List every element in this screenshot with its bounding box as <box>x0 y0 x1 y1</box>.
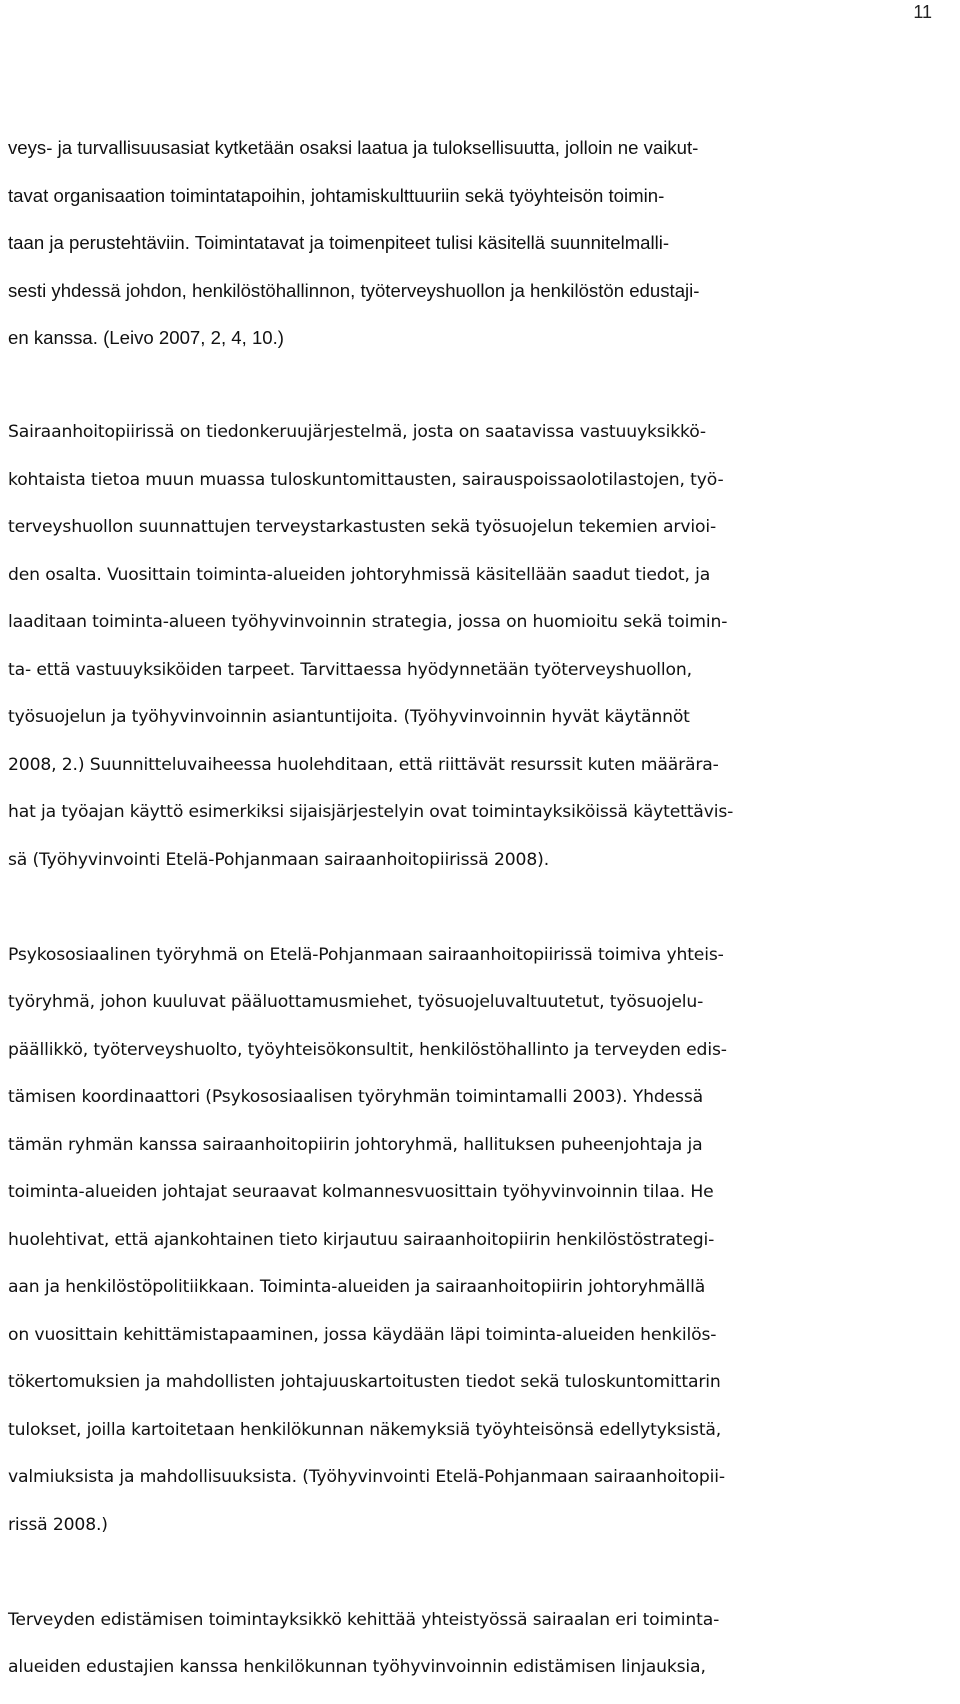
text-line: tavat organisaation toimintatapoihin, johtamiskulttuuriin sekä työyhteisön toimin- <box>8 184 665 206</box>
text-line: rissä 2008.) <box>8 1514 108 1535</box>
text-line: tökertomuksien ja mahdollisten johtajuuskartoitusten tiedot sekä tuloskuntomittarin <box>8 1372 721 1392</box>
text-line: veys- ja turvallisuusasiat kytketään osaksi laatua ja tuloksellisuutta, jolloin ne vaikut- <box>8 137 699 158</box>
paragraph-3 <box>8 932 888 1550</box>
text-line: valmiuksista ja mahdollisuuksista. (Työhyvinvointi Etelä-Pohjanmaan sairaanhoitopii- <box>8 1467 725 1487</box>
paragraph-4 <box>8 1597 888 1692</box>
document-body <box>8 124 888 1692</box>
text-line: tämän ryhmän kanssa sairaanhoitopiirin johtoryhmä, hallituksen puheenjohtaja ja <box>8 1134 703 1155</box>
text-line: huolehtivat, että ajankohtainen tieto kirjautuu sairaanhoitopiirin henkilöstöstrategi- <box>8 1229 715 1250</box>
text-line: aan ja henkilöstöpolitiikkaan. Toiminta-alueiden ja sairaanhoitopiirin johtoryhmällä <box>8 1277 706 1297</box>
text-line: Psykososiaalinen työryhmä on Etelä-Pohjanmaan sairaanhoitopiirissä toimiva yhteis- <box>8 944 724 965</box>
page-number: 11 <box>913 2 932 22</box>
text-line: Terveyden edistämisen toimintayksikkö kehittää yhteistyössä sairaalan eri toiminta- <box>8 1609 720 1630</box>
paragraph-spacing <box>8 362 888 410</box>
text-line: taan ja perustehtäviin. Toimintatavat ja toimenpiteet tulisi käsitellä suunnitelmalli- <box>8 232 670 253</box>
text-line: toiminta-alueiden johtajat seuraavat kolmannesvuosittain työhyvinvoinnin tilaa. He <box>8 1182 714 1202</box>
paragraph-spacing <box>8 884 888 932</box>
text-line: hat ja työajan käyttö esimerkiksi sijaisjärjestelyin ovat toimintayksiköissä käytettävis- <box>8 802 734 822</box>
text-line: alueiden edustajien kanssa henkilökunnan työhyvinvoinnin edistämisen linjauksia, <box>8 1657 706 1677</box>
text-line: en kanssa. (Leivo 2007, 2, 4, 10.) <box>8 327 284 348</box>
text-line: sä (Työhyvinvointi Etelä-Pohjanmaan sairaanhoitopiirissä 2008). <box>8 849 550 870</box>
text-line: työsuojelun ja työhyvinvoinnin asiantuntijoita. (Työhyvinvoinnin hyvät käytännöt <box>8 707 690 727</box>
text-line: ta- että vastuuyksiköiden tarpeet. Tarvittaessa hyödynnetään työterveyshuollon, <box>8 659 692 680</box>
text-line: tämisen koordinaattori (Psykososiaalisen työryhmän toimintamalli 2003). Yhdessä <box>8 1087 704 1107</box>
paragraph-2 <box>8 409 888 884</box>
text-line: on vuosittain kehittämistapaaminen, jossa käydään läpi toiminta-alueiden henkilös- <box>8 1324 717 1345</box>
text-line: tulokset, joilla kartoitetaan henkilökunnan näkemyksiä työyhteisönsä edellytyksistä, <box>8 1419 722 1440</box>
text-line: kohtaista tietoa muun muassa tuloskuntomittausten, sairauspoissaolotilastojen, työ- <box>8 469 724 490</box>
text-line: Sairaanhoitopiirissä on tiedonkeruujärjestelmä, josta on saatavissa vastuuyksikkö- <box>8 422 706 442</box>
paragraph-1 <box>8 124 888 362</box>
paragraph-spacing <box>8 1549 888 1597</box>
text-line: työryhmä, johon kuuluvat pääluottamusmiehet, työsuojeluvaltuutetut, työsuojelu- <box>8 992 704 1012</box>
text-line: 2008, 2.) Suunnitteluvaiheessa huolehditaan, että riittävät resurssit kuten määrära- <box>8 754 719 775</box>
text-line: päällikkö, työterveyshuolto, työyhteisökonsultit, henkilöstöhallinto ja terveyden edis- <box>8 1039 727 1060</box>
text-line: terveyshuollon suunnattujen terveystarkastusten sekä työsuojelun tekemien arvioi- <box>8 517 717 537</box>
text-line: den osalta. Vuosittain toiminta-alueiden johtoryhmissä käsitellään saadut tiedot, ja <box>8 564 711 585</box>
text-line: laaditaan toiminta-alueen työhyvinvoinnin strategia, jossa on huomioitu sekä toimin- <box>8 612 728 632</box>
text-line: sesti yhdessä johdon, henkilöstöhallinnon, työterveyshuollon ja henkilöstön edustaji- <box>8 279 700 301</box>
